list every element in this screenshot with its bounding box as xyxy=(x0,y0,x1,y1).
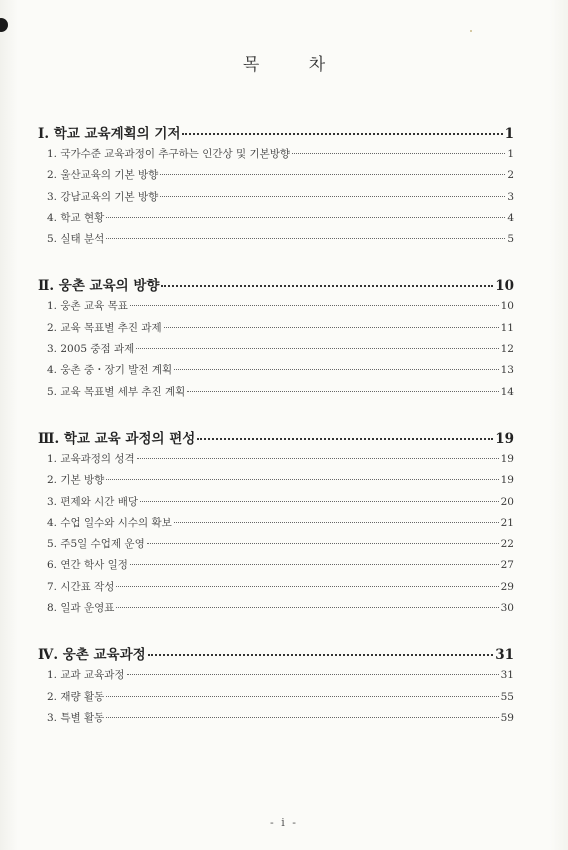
page-footer-number: - i - xyxy=(270,816,298,829)
dot-leader xyxy=(164,327,499,328)
toc-entry[interactable] xyxy=(38,557,514,578)
toc-entry[interactable] xyxy=(38,451,514,472)
toc-entry[interactable] xyxy=(38,146,514,167)
toc-section-heading[interactable] xyxy=(38,122,514,142)
entry-label: 4. 웅촌 중・장기 발전 계획 xyxy=(47,364,173,377)
toc-entry[interactable] xyxy=(38,579,514,600)
entry-label: 2. 교육 목표별 추진 과제 xyxy=(47,321,162,334)
entry-page-number: 14 xyxy=(500,385,514,398)
entry-page-number: 19 xyxy=(500,452,514,465)
toc-entry[interactable] xyxy=(38,710,514,731)
entry-page-number: 29 xyxy=(500,580,514,593)
entry-page-number: 11 xyxy=(500,321,514,334)
toc-section-heading[interactable] xyxy=(38,643,514,663)
toc-section xyxy=(38,274,514,404)
entry-page-number: 10 xyxy=(500,300,514,313)
entry-page-number: 12 xyxy=(500,343,514,356)
dot-leader xyxy=(137,458,499,459)
toc-entry[interactable] xyxy=(38,600,514,621)
toc-section xyxy=(38,427,514,621)
dot-leader xyxy=(197,438,493,440)
dot-leader xyxy=(148,654,494,656)
dot-leader xyxy=(116,607,498,608)
entry-page-number: 27 xyxy=(500,559,514,572)
toc-section-heading[interactable] xyxy=(38,274,514,294)
dot-leader xyxy=(140,501,499,502)
entry-label: 3. 특별 활동 xyxy=(47,711,105,724)
dot-leader xyxy=(161,285,493,287)
dot-leader xyxy=(106,217,505,218)
toc-entry[interactable] xyxy=(38,341,514,362)
section-heading-label: Ⅳ. 웅촌 교육과정 xyxy=(38,647,146,664)
dot-leader xyxy=(106,696,498,697)
entry-page-number: 22 xyxy=(500,538,514,551)
paper-speck xyxy=(470,30,472,32)
entry-page-number: 4 xyxy=(507,211,514,224)
toc-entry[interactable] xyxy=(38,472,514,493)
entry-label: 3. 2005 중점 과제 xyxy=(47,343,135,356)
entry-label: 5. 실태 분석 xyxy=(47,233,105,246)
entry-label: 6. 연간 학사 일정 xyxy=(47,559,128,572)
dot-leader xyxy=(187,391,498,392)
entry-label: 5. 교육 목표별 세부 추진 계획 xyxy=(47,385,186,398)
toc-entry[interactable] xyxy=(38,231,514,252)
dot-leader xyxy=(160,196,505,197)
entry-page-number: 1 xyxy=(507,148,514,160)
section-page-number: 1 xyxy=(504,126,514,142)
dot-leader xyxy=(174,369,498,370)
toc-entry[interactable] xyxy=(38,384,514,405)
toc-section xyxy=(38,643,514,731)
section-heading-label: Ⅲ. 학교 교육 과정의 편성 xyxy=(38,430,196,447)
toc-section-heading[interactable] xyxy=(38,427,514,447)
binder-hole xyxy=(0,18,8,32)
section-page-number: 19 xyxy=(495,430,514,447)
toc-entry[interactable] xyxy=(38,667,514,688)
entry-page-number: 3 xyxy=(507,190,514,203)
dot-leader xyxy=(182,133,502,135)
dot-leader xyxy=(147,543,499,544)
toc-entry[interactable] xyxy=(38,536,514,557)
entry-page-number: 55 xyxy=(500,690,514,703)
entry-page-number: 59 xyxy=(500,711,514,724)
entry-page-number: 31 xyxy=(500,669,514,682)
entry-page-number: 21 xyxy=(500,516,514,529)
entry-label: 1. 국가수준 교육과정이 추구하는 인간상 및 기본방향 xyxy=(47,148,291,160)
toc-entry[interactable] xyxy=(38,494,514,515)
entry-label: 7. 시간표 작성 xyxy=(47,580,115,593)
entry-label: 2. 울산교육의 기본 방향 xyxy=(47,169,159,182)
dot-leader xyxy=(130,305,499,306)
toc-entry[interactable] xyxy=(38,189,514,210)
toc-entry[interactable] xyxy=(38,320,514,341)
toc-entry[interactable] xyxy=(38,362,514,383)
entry-page-number: 2 xyxy=(507,169,514,182)
entry-label: 3. 강남교육의 기본 방향 xyxy=(47,190,159,203)
table-of-contents xyxy=(38,122,514,753)
toc-section xyxy=(38,122,514,252)
section-heading-label: Ⅰ. 학교 교육계획의 기저 xyxy=(38,126,181,142)
entry-page-number: 30 xyxy=(500,602,514,615)
entry-label: 1. 웅촌 교육 목표 xyxy=(47,300,128,313)
entry-label: 4. 학교 현황 xyxy=(47,211,105,224)
dot-leader xyxy=(160,174,505,175)
entry-label: 3. 편제와 시간 배당 xyxy=(47,495,139,508)
entry-page-number: 20 xyxy=(500,495,514,508)
dot-leader xyxy=(130,564,499,565)
dot-leader xyxy=(127,674,499,675)
section-page-number: 10 xyxy=(495,278,514,295)
toc-entry[interactable] xyxy=(38,298,514,319)
entry-page-number: 13 xyxy=(500,364,514,377)
entry-label: 2. 기본 방향 xyxy=(47,474,105,487)
entry-page-number: 19 xyxy=(500,474,514,487)
toc-entry[interactable] xyxy=(38,167,514,188)
entry-page-number: 5 xyxy=(507,233,514,246)
entry-label: 4. 수업 일수와 시수의 확보 xyxy=(47,516,172,529)
toc-entry[interactable] xyxy=(38,210,514,231)
dot-leader xyxy=(106,238,505,239)
entry-label: 2. 재량 활동 xyxy=(47,690,105,703)
dot-leader xyxy=(106,717,498,718)
dot-leader xyxy=(116,586,498,587)
section-heading-label: Ⅱ. 웅촌 교육의 방향 xyxy=(38,278,160,295)
entry-label: 1. 교과 교육과정 xyxy=(47,669,125,682)
dot-leader xyxy=(106,479,498,480)
dot-leader xyxy=(174,522,499,523)
dot-leader xyxy=(292,153,505,154)
dot-leader xyxy=(136,348,498,349)
entry-label: 5. 주5일 수업제 운영 xyxy=(47,538,145,551)
entry-label: 1. 교육과정의 성격 xyxy=(47,452,135,465)
toc-entry[interactable] xyxy=(38,515,514,536)
toc-entry[interactable] xyxy=(38,689,514,710)
entry-label: 8. 일과 운영표 xyxy=(47,602,115,615)
section-page-number: 31 xyxy=(495,647,514,664)
page-title: 목 차 xyxy=(242,55,348,75)
